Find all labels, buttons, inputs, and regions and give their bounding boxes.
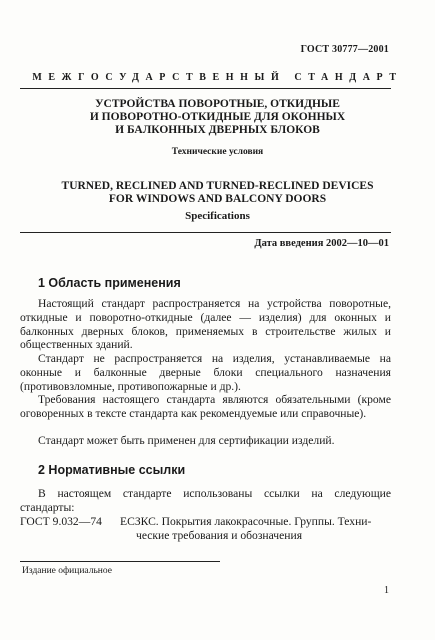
reference-description — [120, 515, 391, 543]
title-en-line: FOR WINDOWS AND BALCONY DOORS — [108, 193, 327, 205]
section-1-paragraph: Настоящий стандарт распространяется на устройства поворотные, откидные и поворотно-откидные (далее — изделия) для оконных и балконных дверных блоков, применяемых в строительстве жилых и общественных зданий. — [20, 297, 391, 352]
section-1-paragraph: Стандарт может быть применен для сертификации изделий. — [38, 434, 335, 447]
page-number: 1 — [384, 585, 389, 596]
title-rule — [20, 232, 391, 233]
interstate-standard-label: МЕЖГОСУДАРСТВЕННЫЙ СТАНДАРТ — [32, 72, 403, 83]
title-ru-line: УСТРОЙСТВА ПОВОРОТНЫЕ, ОТКИДНЫЕ — [95, 98, 340, 110]
reference-desc-line: ЕСЗКС. Покрытия лакокрасочные. Группы. Техни- — [120, 515, 372, 528]
reference-desc-line: ческие требования и обозначения — [136, 528, 303, 542]
reference-code: ГОСТ 9.032—74 — [20, 515, 102, 528]
introduction-date: Дата введения 2002—10—01 — [254, 238, 389, 249]
title-en-line: TURNED, RECLINED AND TURNED-RECLINED DEVICES — [61, 180, 374, 192]
section-1-paragraph: Требования настоящего стандарта являются обязательными (кроме оговоренных в тексте стандарта как рекомендуемые или справочные). — [20, 393, 391, 420]
title-ru-line: И БАЛКОННЫХ ДВЕРНЫХ БЛОКОВ — [115, 124, 320, 136]
subtitle-english: Specifications — [185, 210, 250, 222]
official-edition-note: Издание официальное — [22, 566, 112, 576]
standard-number: ГОСТ 30777—2001 — [300, 44, 389, 55]
section-1-heading: 1 Область применения — [38, 276, 181, 290]
section-2-heading: 2 Нормативные ссылки — [38, 463, 186, 477]
footnote-rule — [20, 561, 220, 562]
title-russian — [40, 98, 395, 137]
header-rule — [20, 88, 391, 89]
title-english — [40, 180, 395, 206]
title-ru-line: И ПОВОРОТНО-ОТКИДНЫЕ ДЛЯ ОКОННЫХ — [89, 111, 346, 123]
subtitle-russian: Технические условия — [171, 147, 264, 157]
section-1-paragraph: Стандарт не распространяется на изделия, устанавливаемые на оконные и балконные дверные блоки специального назначения (противовзломные, противопожарные и др.). — [20, 352, 391, 393]
section-2-intro: В настоящем стандарте использованы ссылки на следующие стандарты: — [20, 487, 391, 514]
